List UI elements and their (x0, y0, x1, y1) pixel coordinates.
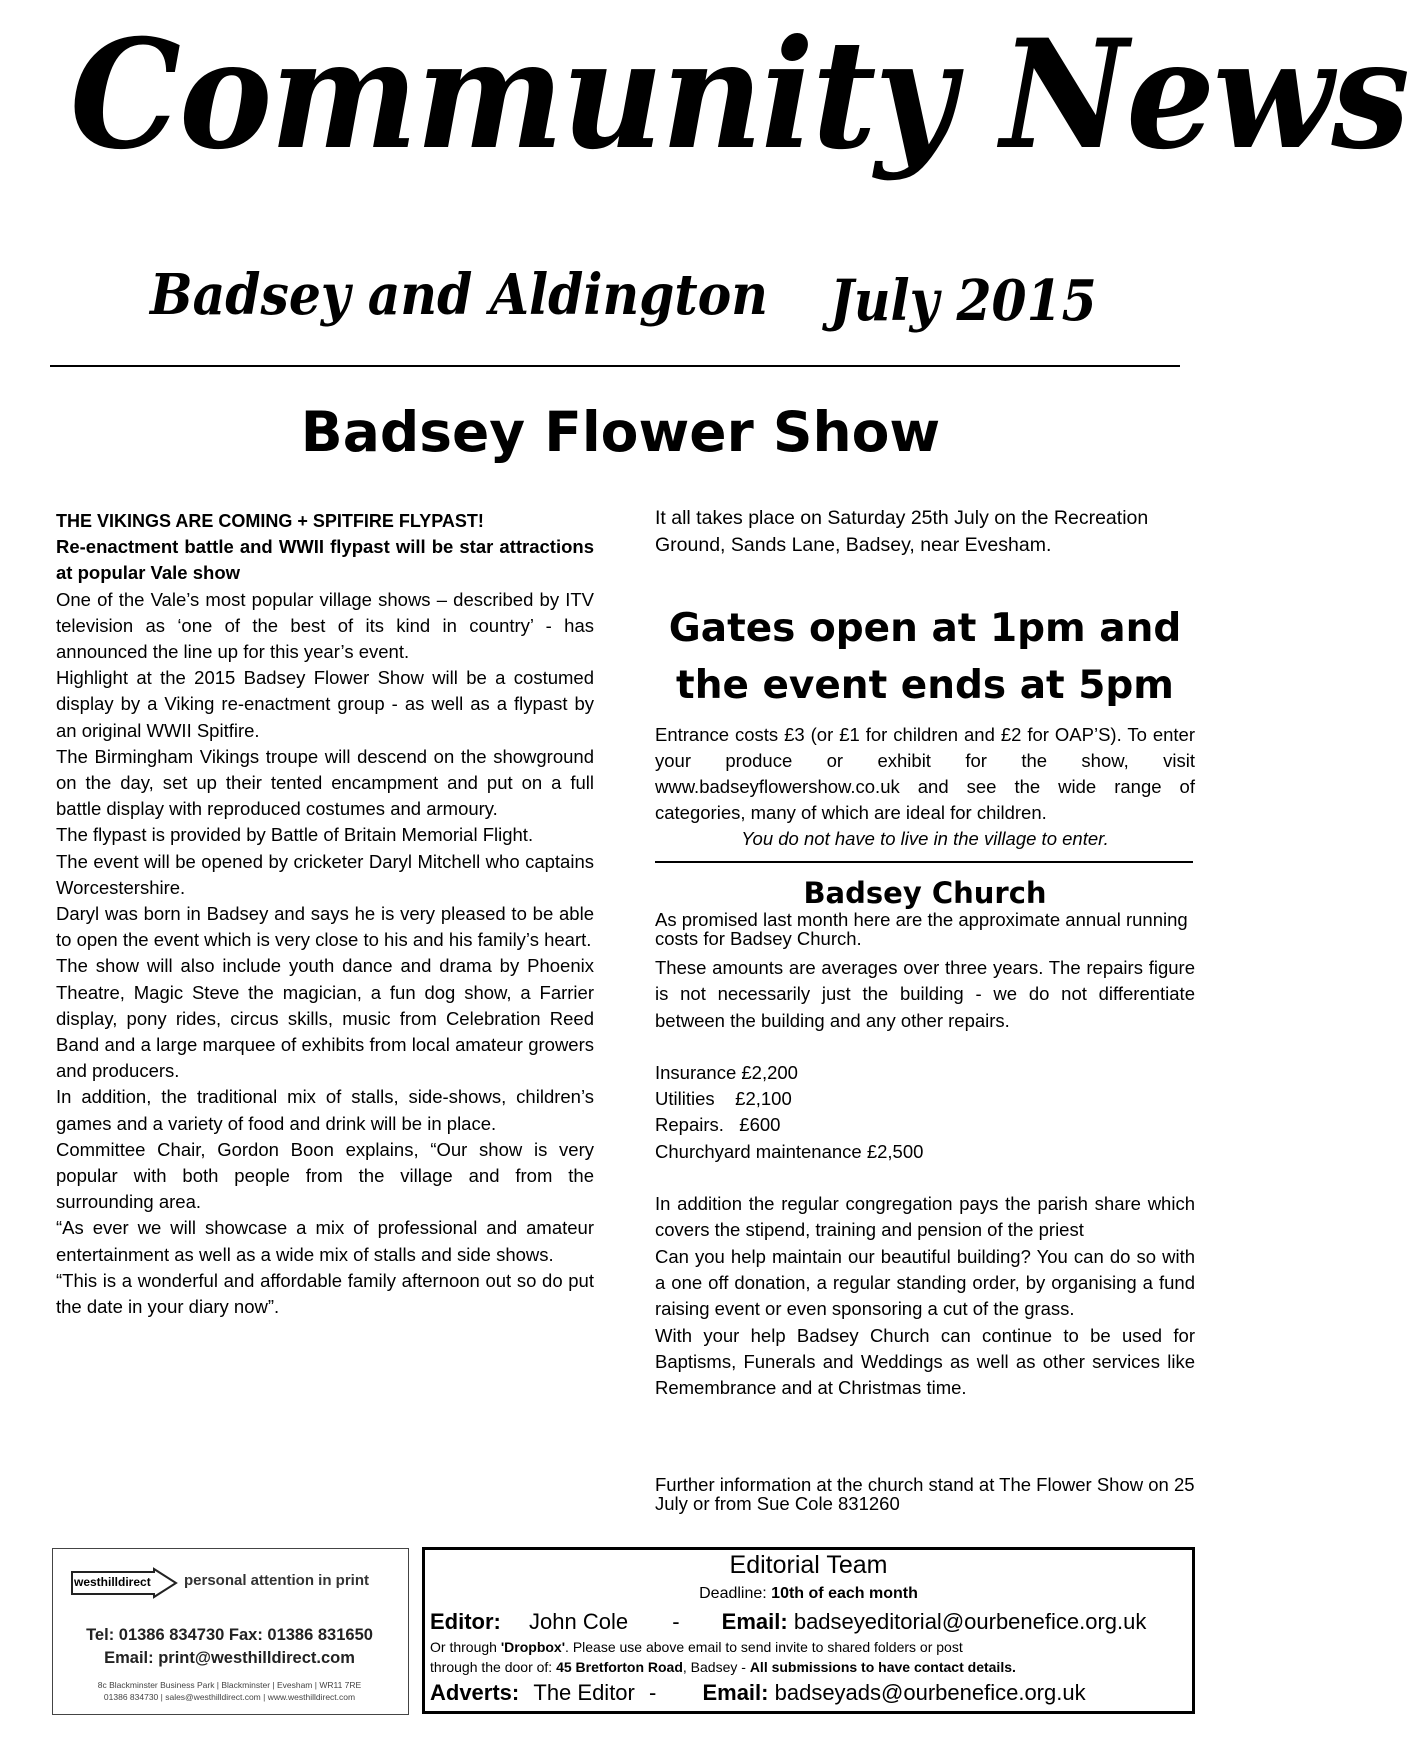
entrance-info (655, 722, 1195, 852)
printer-email: Email: print@westhilldirect.com (104, 1649, 355, 1667)
church-article (655, 955, 1195, 1401)
editor-row (430, 1609, 1146, 1635)
article-paragraph: The show will also include youth dance and drama by Phoenix Theatre, Magic Steve the magician, a fun dog show, a Farrier display, pony rides, circus skills, music from Celebration Reed Band and a large marquee of exhibits from local amateur growers and producers. (56, 955, 594, 1082)
cost-item: Repairs. £600 (655, 1114, 781, 1136)
editor-name: John Cole (529, 1609, 629, 1634)
article-paragraph: In addition, the traditional mix of stalls, side-shows, children’s games and a variety of food and drink will be in place. (56, 1086, 594, 1134)
article-paragraph: One of the Vale’s most popular village shows – described by ITV television as ‘one of the best of its kind in country’ - has announced the line up for this year’s event. (56, 588, 594, 663)
cost-item: Insurance £2,200 (655, 1061, 798, 1083)
adverts-email-label: Email: (702, 1680, 769, 1705)
cost-item: Utilities £2,100 (655, 1088, 792, 1110)
article-paragraph: Committee Chair, Gordon Boon explains, “Our show is very popular with both people from the village and from the surrounding area. (56, 1138, 594, 1213)
editor-dash: - (672, 1609, 680, 1634)
editorial-deadline (422, 1585, 1195, 1603)
article-kicker: THE VIKINGS ARE COMING + SPITFIRE FLYPAST! (56, 511, 484, 531)
entry-note: You do not have to live in the village to enter. (741, 828, 1109, 849)
deadline-value: 10th of each month (771, 1585, 918, 1602)
section-rule (655, 861, 1193, 863)
church-averages: These amounts are averages over three years. The repairs figure is not necessarily just the building - we do not differentiate between the building and any other repairs. (655, 957, 1195, 1031)
entrance-text: Entrance costs £3 (or £1 for children and £2 for OAP’S). To enter your produce or exhibit for the show, visit www.badseyflowershow.co.uk and see the wide range of categories, many of which are ideal for children. (655, 724, 1195, 823)
printer-address: 8c Blackminster Business Park | Blackminster | Evesham | WR11 7RE (97, 1680, 362, 1690)
article-paragraph: The flypast is provided by Battle of Britain Memorial Flight. (56, 824, 534, 846)
church-share: In addition the regular congregation pays the parish share which covers the stipend, training and pension of the priest (655, 1193, 1195, 1241)
gates-line-2: the event ends at 5pm (676, 663, 1174, 708)
church-continue: With your help Badsey Church can continue to be used for Baptisms, Funerals and Weddings as well as other services like Remembrance and at Christmas time. (655, 1324, 1195, 1399)
gates-announcement (655, 600, 1195, 714)
dropbox-line (430, 1638, 963, 1656)
masthead-title: Community News (70, 7, 1408, 183)
door-mid: , Badsey - (682, 1659, 750, 1675)
article-paragraph: The Birmingham Vikings troupe will descend on the showground on the day, set up their tented encampment and put on a full battle display with reproduced costumes and armoury. (56, 745, 594, 820)
door-pre: through the door of: (430, 1659, 557, 1675)
church-intro: As promised last month here are the approximate annual running costs for Badsey Church. (655, 909, 1188, 949)
flower-show-article (56, 508, 594, 1320)
editor-label: Editor: (430, 1609, 501, 1634)
adverts-dash: - (649, 1680, 657, 1705)
printer-tagline: personal attention in print (184, 1572, 370, 1589)
church-further-info: Further information at the church stand at The Flower Show on 25 July or from Sue Cole 831260 (655, 1474, 1195, 1514)
issue-date: July 2015 (830, 268, 1097, 334)
editorial-title: Editorial Team (729, 1551, 888, 1579)
deadline-label: Deadline: (699, 1585, 772, 1602)
adverts-row (430, 1680, 1086, 1706)
main-headline: Badsey Flower Show (300, 400, 941, 464)
door-line (430, 1658, 1016, 1676)
dropbox-post: . Please use above email to send invite to shared folders or post (565, 1639, 963, 1655)
adverts-label: Adverts: (430, 1680, 520, 1705)
event-details: It all takes place on Saturday 25th July on the Recreation Ground, Sands Lane, Badsey, near Evesham. (655, 507, 1149, 556)
adverts-email: badseyads@ourbenefice.org.uk (774, 1680, 1086, 1705)
article-standfirst: Re-enactment battle and WWII flypast will be star attractions at popular Vale show (56, 536, 594, 584)
church-help: Can you help maintain our beautiful building? You can do so with a one off donation, a regular standing order, by organising a fund raising event or even sponsoring a cut of the grass. (655, 1245, 1195, 1320)
door-note: All submissions to have contact details. (749, 1659, 1016, 1675)
article-paragraph: Daryl was born in Badsey and says he is very pleased to be able to open the event which is very close to his and his family’s heart. (56, 903, 594, 951)
cost-item: Churchyard maintenance £2,500 (655, 1140, 924, 1162)
article-paragraph: The event will be opened by cricketer Daryl Mitchell who captains Worcestershire. (56, 850, 594, 898)
article-paragraph: “As ever we will showcase a mix of professional and amateur entertainment as well as a wide mix of stalls and side shows. (56, 1217, 594, 1265)
article-paragraph: Highlight at the 2015 Badsey Flower Show will be a costumed display by a Viking re-enactment group - as well as a flypast by an original WWII Spitfire. (56, 667, 594, 741)
door-address: 45 Bretforton Road (556, 1659, 683, 1675)
article-paragraph: “This is a wonderful and affordable family afternoon out so do put the date in your diary now”. (56, 1269, 594, 1318)
editor-email: badseyeditorial@ourbenefice.org.uk (793, 1609, 1147, 1634)
church-heading: Badsey Church (803, 876, 1047, 910)
adverts-name: The Editor (533, 1680, 635, 1705)
editor-email-label: Email: (721, 1609, 788, 1634)
dropbox-word: 'Dropbox' (500, 1639, 566, 1655)
parish-name: Badsey and Aldington (150, 262, 768, 328)
dropbox-pre: Or through (430, 1639, 501, 1655)
printer-phones: Tel: 01386 834730 Fax: 01386 831650 (86, 1626, 373, 1644)
printer-contact: 01386 834730 | sales@westhilldirect.com | www.westhilldirect.com (103, 1692, 356, 1702)
masthead-rule (50, 365, 1180, 367)
gates-line-1: Gates open at 1pm and (668, 606, 1182, 651)
printer-logo-text: westhilldirect (74, 1575, 151, 1589)
